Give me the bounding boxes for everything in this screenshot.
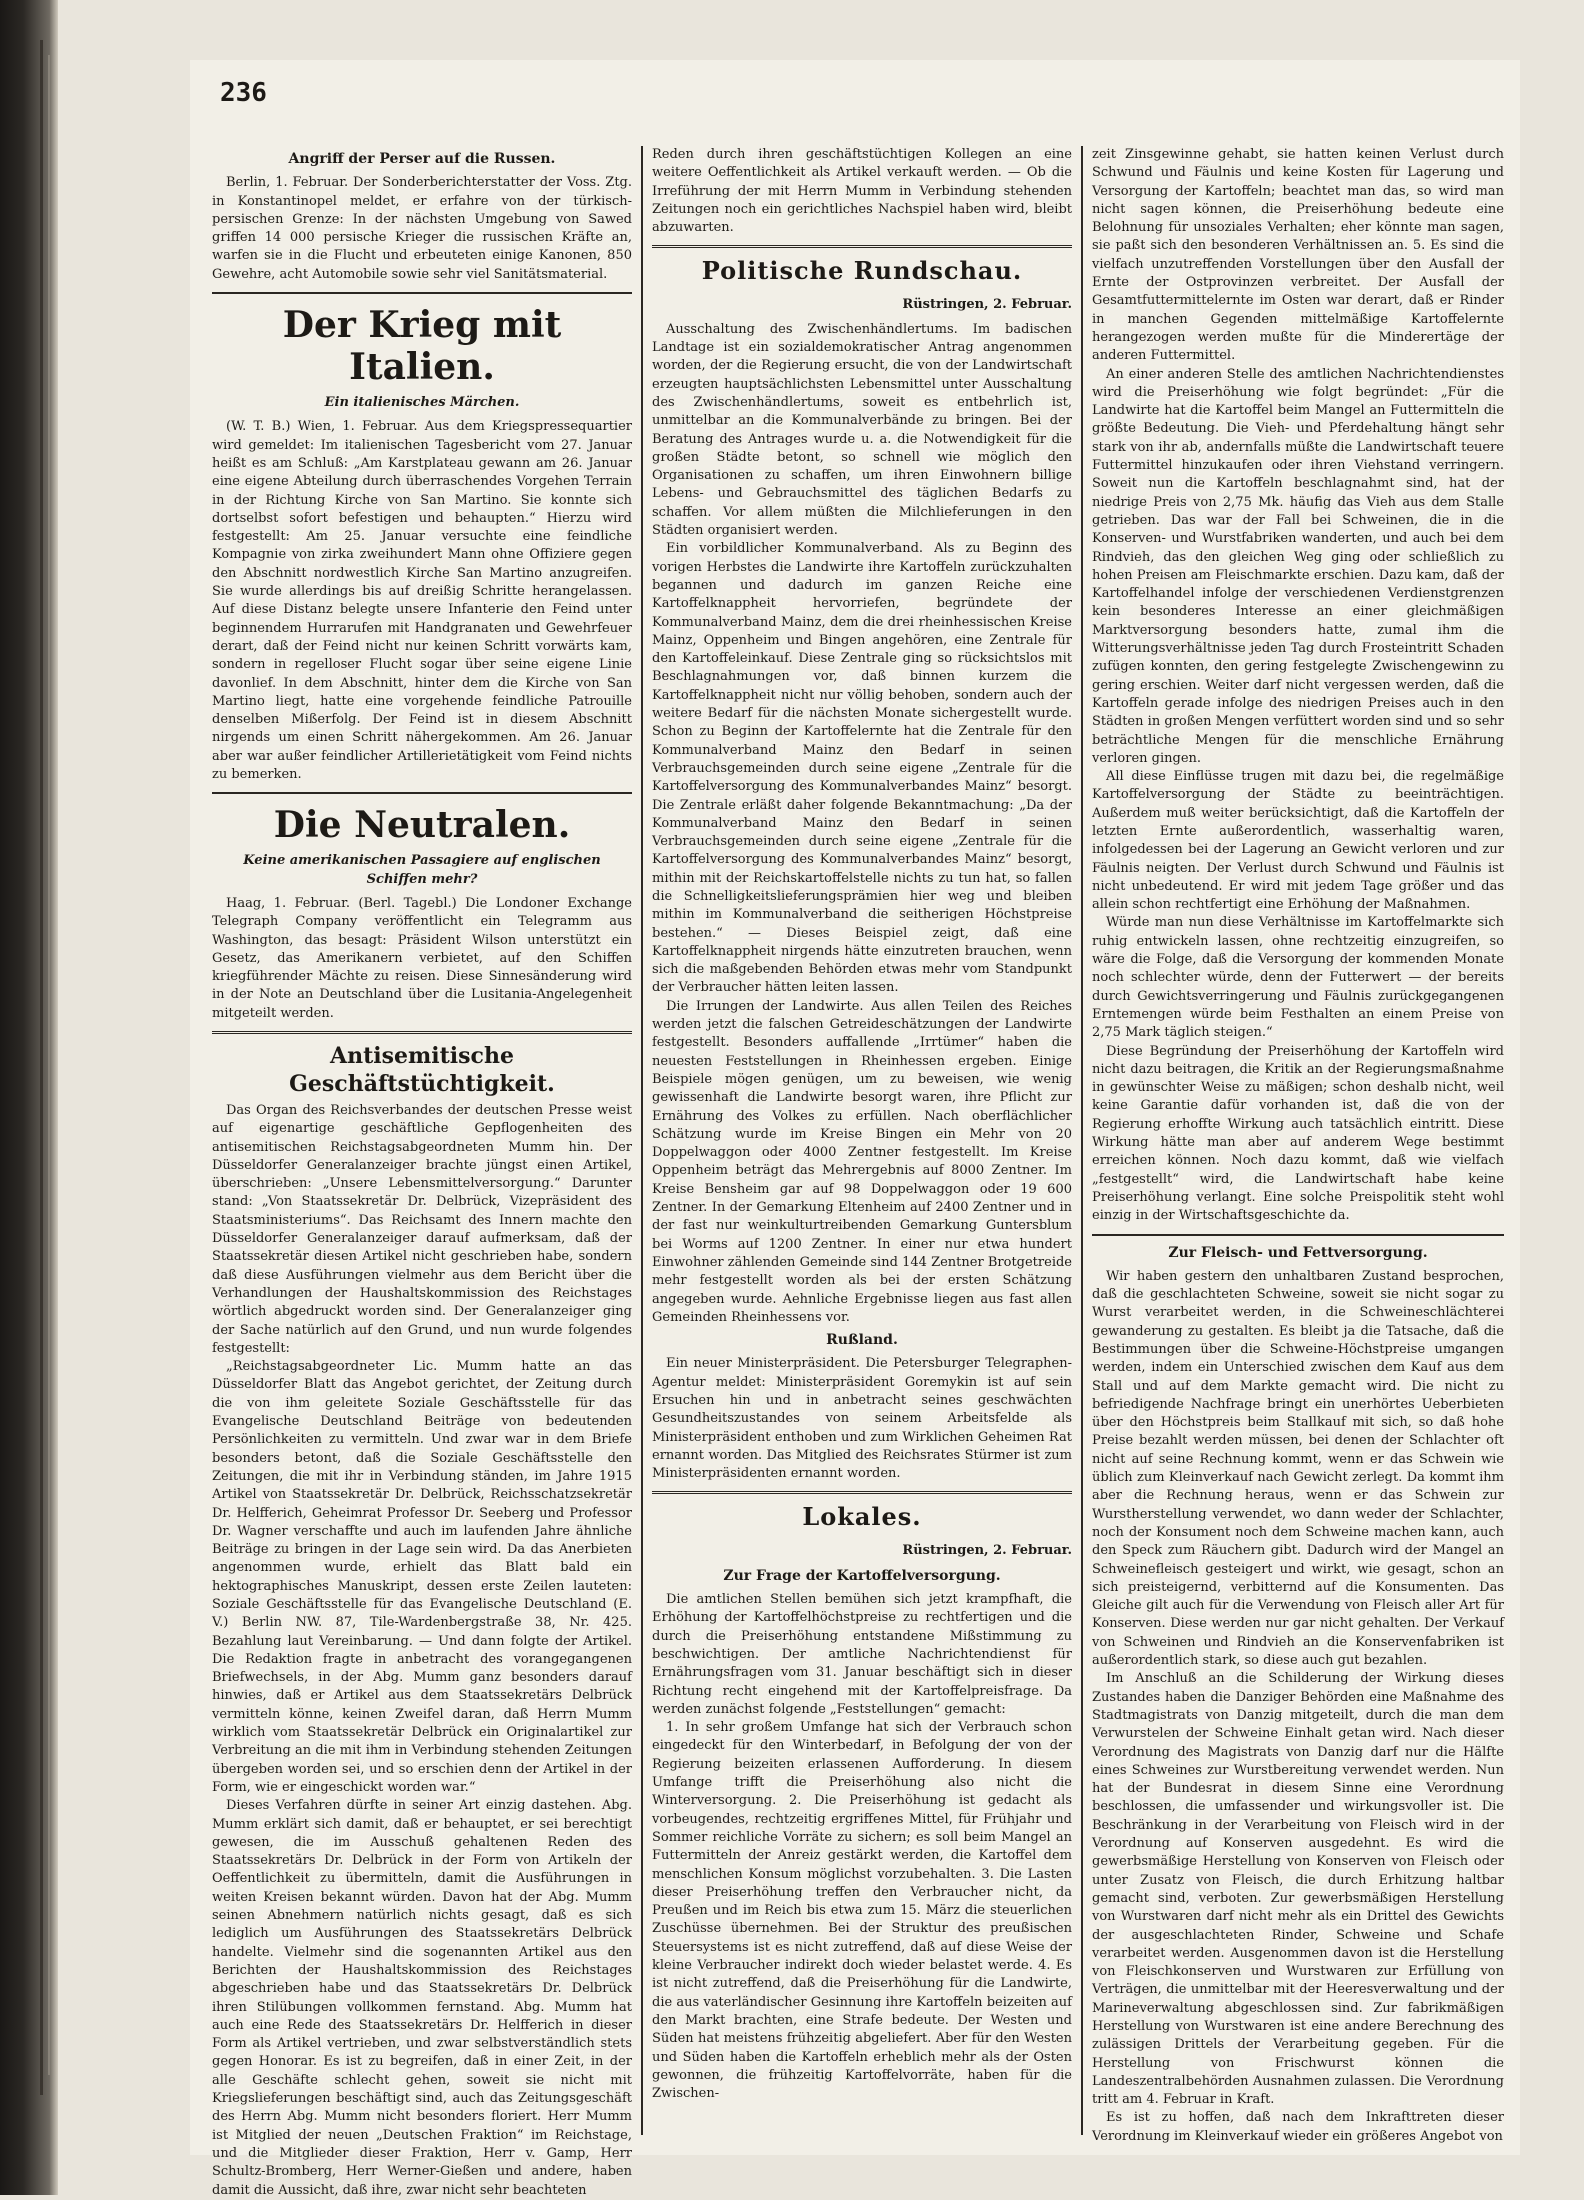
page-number: 236 [220, 78, 267, 108]
article-fleisch-1: Wir haben gestern den unhaltbaren Zustand besprochen, daß die geschlachteten Schweine, soweit sie nicht sogar zu Wurst verarbeitet werden, in die Schweineschlächterei gewanderung zu gestalten. Es bleibt ja die Tatsache, daß die Bestimmungen über die Schweine-Höchstpreise umgangen werden, indem ein Unterschied zwischen dem Kauf aus dem Stall und auf dem Markte gemacht wird. Die nicht zu befriedigende Nachfrage bringt ein unerhörtes Ueberbieten über den Höchstpreis beim Stallkauf mit sich, so daß hohe Preise bezahlt werden müssen, bei denen der Schlachter oft nicht auf seine Rechnung kommt, wenn er das Schwein wie üblich zum Kleinverkauf nach Gewicht zerlegt. Da kommt ihm aber die Rechnung heraus, wenn er das Schwein zur Wurstherstellung verwendet, wo dann weder der Schlachter, noch der Konsument noch dem Schweine machen kann, auch den Speck zum Räuchern gibt. Dadurch wird der Mangel an Schweinefleisch gesteigert und wirkt, wie gesagt, schon an sich preisteigernd, verbitternd auf die Konsumenten. Das Gleiche gilt auch für die Verwendung von Fleisch aller Art für Konserven. Diese werden nur gar nicht gehalten. Der Verkauf von Schweinen und Rindvieh an die Konservenfabriken ist außerordentlich stark, so diese auch gut bezahlen. [1092, 1268, 1504, 1669]
article-antisemitisch-1: Das Organ des Reichsverbandes der deutschen Presse weist auf eigenartige geschäftliche Gepflogenheiten des antisemitischen Reichstagsabgeordneten Mumm hin. Der Düsseldorfer Generalanzeiger brachte jüngst einen Artikel, überschrieben: „Unsere Lebensmittelversorgung.“ Darunter stand: „Von Staatssekretär Dr. Delbrück, Vizepräsident des Staatsministeriums“. Das Reichsamt des Innern machte den Düsseldorfer Generalanzeiger darauf aufmerksam, daß der Staatssekretär diesen Artikel nicht geschrieben habe, sondern daß diese Ausführungen vielmehr aus dem Bericht über die Verhandlungen der Haushaltskommission des Reichstages wörtlich abgedruckt worden sind. Der Generalanzeiger ging der Sache natürlich auf den Grund, und nun wurde folgendes festgestellt: [212, 1102, 632, 1356]
divider [212, 792, 632, 794]
article-kommunalverband: Ein vorbildlicher Kommunalverband. Als zu Beginn des vorigen Herbstes die Landwirte ihre Kartoffeln zurückzuhalten begannen und dadurch im ganzen Reiche eine Kartoffelknappheit hervorriefen, begründete der Kommunalverband Mainz, dem die drei rheinhessischen Kreise Mainz, Oppenheim und Bingen angehören, eine Zentrale für den Kartoffeleinkauf. Diese Zentrale ging so rücksichtslos mit Beschlagnahmungen vor, daß binnen kurzem die Kartoffelknappheit nicht nur völlig behoben, sondern auch der weitere Bedarf für die nächsten Monate sichergestellt wurde. Schon zu Beginn der Kartoffelernte hat die Zentrale für den Kommunalverband Mainz den Bedarf in seinen Verbrauchsgemeinden durch seine eigene „Zentrale für die Kartoffelversorgung des Kommunalverbandes Mainz“ besorgt. Die Zentrale erläßt daher folgende Bekanntmachung: „Da der Kommunalverband Mainz den Bedarf in seinen Verbrauchsgemeinden durch seine eigene „Zentrale für die Kartoffelversorgung des Kommunalverbandes Mainz“ besorgt, mithin mit der Reichskartoffelstelle nichts zu tun hat, so fallen die Schnelligkeitslieferungsprämien hier weg und bleiben mithin im Kommunalverband die seitherigen Höchstpreise bestehen.“ — Dieses Beispiel zeigt, daß eine Kartoffelknappheit nirgends hätte einzutreten brauchen, wenn sich die maßgebenden Behörden etwas mehr vom Standpunkt der Verbraucher hätten leiten lassen. [652, 541, 1072, 996]
article-kartoffel-4: An einer anderen Stelle des amtlichen Nachrichtendienstes wird die Preiserhöhung wie folgt begründet: „Für die Landwirte hat die Kartoffel beim Mangel an Futtermitteln die größte Bedeutung. Die Vieh- und Pferdehaltung hängt sehr stark von ihr ab, andernfalls müßte die Landwirtschaft teuere Futtermittel hinzukaufen oder ihren Viehstand verringern. Soweit nun die Kartoffeln beschlagnahmt sind, hat der niedrige Preis von 2,75 Mk. häufig das Vieh aus dem Stalle getrieben. Das war der Fall bei Schweinen, die in die Konserven- und Wurstfabriken wanderten, und auch bei dem Rindvieh, das den gleichen Weg ging oder schließlich zu hohen Preisen am Fleischmarkte erschien. Dazu kam, daß der Kartoffelhandel infolge der verschiedenen Verdienstgrenzen kein besonderes Interesse an einer gleichmäßigen Marktversorgung besonders hatte, zumal ihm die Witterungsverhältnisse jeden Tag durch Frosteintritt Schaden zufügen konnten, den gering festgelegte Zwischengewinn zu gering erschien. Weiter darf nicht vergessen werden, daß die Kartoffeln gerade infolge des niedrigen Preises auch in den Städten in großen Mengen verfüttert worden sind und so sehr beträchtliche Mengen für die menschliche Ernährung verloren gingen. [1092, 366, 1504, 766]
dateline-politik: Rüstringen, 2. Februar. [902, 297, 1072, 313]
article-kartoffel-6: Würde man nun diese Verhältnisse im Kartoffelmarkte sich ruhig entwickeln lassen, ohne rechtzeitig einzugreifen, so wäre die Folge, daß die Versorgung der kommenden Monate noch schlechter würde, denn der Futterwert — der bereits durch Gewichtsverringerung und Fäulnis zurückgegangenen Erntemengen würde beim Festhalten an einem Preise von 2,75 Mark täglich steigen.“ [1092, 915, 1504, 1041]
binding-rule-inner [48, 55, 50, 2075]
divider [652, 245, 1072, 248]
article-fleisch-2: Im Anschluß an die Schilderung der Wirkung dieses Zustandes haben die Danziger Behörden eine Maßnahme des Stadtmagistrats von Danzig mitgeteilt, durch die man dem Verwurstelen der Schweine Einhalt getan wird. Nach dieser Verordnung des Magistrats von Danzig darf nur die Hälfte eines Schweines zur Wurstbereitung verwendet werden. Nun hat der Bundesrat in diesem Sinne eine Verordnung beschlossen, die umfassender und wirkungsvoller ist. Die Beschränkung in der Verarbeitung von Fleisch wird in der Verordnung auf Konserven ausgedehnt. Es wird die gewerbsmäßige Herstellung von Konserven von Fleisch oder unter Zusatz von Fleisch, die durch Erhitzung haltbar gemacht sind, verboten. Zur gewerbsmäßigen Herstellung von Wurstwaren darf nicht mehr als ein Drittel des Gewichts der ausgeschlachteten Rinder, Schweine und Schafe verarbeitet werden. Ausgenommen davon ist die Herstellung von Fleischkonserven und Wurstwaren zur Erfüllung von Verträgen, die unmittelbar mit der Heeresverwaltung und der Marineverwaltung abgeschlossen sind. Zur fabrikmäßigen Herstellung von Wurstwaren ist eine andere Berechnung des zulässigen Drittels der Verarbeitung gegeben. Für die Herstellung von Frischwurst können die Landeszentralbehörden Ausnahmen zulassen. Die Verordnung tritt am 4. Februar in Kraft. [1092, 1671, 1504, 2108]
column-rule-2 [1081, 146, 1083, 2135]
column-1 [212, 146, 632, 2198]
headline-politische-rundschau: Politische Rundschau. [701, 256, 1023, 286]
divider [212, 1031, 632, 1034]
article-neutralen: Haag, 1. Februar. (Berl. Tagebl.) Die Londoner Exchange Telegraph Company veröffentlicht ein Telegramm aus Washington, das besagt: Präsident Wilson unterstützt ein Gesetz, das Amerikanern verbietet, auf den Schiffen kriegführender Mächte zu reisen. Diese Sinnesänderung wird in der Note an Deutschland über die Lusitania-Angelegenheit mitgeteilt werden. [212, 895, 632, 1021]
article-kartoffel-1: Die amtlichen Stellen bemühen sich jetzt krampfhaft, die Erhöhung der Kartoffelhöchstpreise zu rechtfertigen und die durch die Preiserhöhung entstandene Mißstimmung zu beschwichtigen. Der amtliche Nachrichtendienst für Ernährungsfragen vom 31. Januar beschäftigt sich in dieser Richtung recht eingehend mit der Kartoffelpreisfrage. Da werden zunächst folgende „Feststellungen“ gemacht: [652, 1592, 1072, 1717]
headline-kartoffelversorgung: Zur Frage der Kartoffelversorgung. [723, 1567, 1001, 1584]
article-kartoffel-5: All diese Einflüsse trugen mit dazu bei, die regelmäßige Kartoffelversorgung der Städte zu beeinträchtigen. Außerdem muß weiter berücksichtigt, daß die Kartoffeln der letzten Ernte außerordentlich, wasserhaltig waren, infolgedessen bei der Lagerung an Gewicht verloren und zur Fäulnis neigten. Der Verlust durch Schwund und Fäulnis ist nicht unbedeutend. Er wird mit jedem Tage größer und das allein schon rechtfertigt eine Erhöhung der Maßnahmen. [1092, 769, 1504, 913]
column-2 [652, 146, 1072, 2135]
scan-edge [0, 0, 58, 2195]
newspaper-page [190, 60, 1520, 2198]
headline-lokales: Lokales. [802, 1502, 922, 1532]
article-kartoffel-3: zeit Zinsgewinne gehabt, sie hatten keinen Verlust durch Schwund und Fäulnis und keine Kosten für Lagerung und Versorgung der Kartoffeln; beachtet man das, so wird man nicht sagen können, die Preiserhöhung bedeute eine Belohnung für unsoziales Verhalten; eher könnte man sagen, sie paßt sich den besonderen Verhältnissen an. 5. Es sind die vielfach unzutreffenden Vorstellungen über den Ausfall der Ernte der Ostprovinzen verbreitet. Der Ausfall der Gesamtfuttermittelernte im Osten war derart, daß er Rinder in manchen Gegenden mittelmäßige Kartoffelernte herangezogen werden mußte für die Minderertäge der anderen Futtermittel. [1092, 147, 1504, 364]
column-3 [1092, 146, 1504, 2144]
dateline-lokales: Rüstringen, 2. Februar. [902, 1543, 1072, 1559]
article-continued: Reden durch ihren geschäftstüchtigen Kollegen an eine weitere Oeffentlichkeit als Artikel verkauft werden. — Ob die Irreführung der mit Herrn Mumm in Verbindung stehenden Zeitungen noch ein gerichtliches Nachspiel haben wird, bleibt abzuwarten. [652, 147, 1072, 236]
headline-perser: Angriff der Perser auf die Russen. [288, 151, 556, 167]
kicker-maerchen: Ein italienisches Märchen. [324, 395, 520, 411]
divider [212, 292, 632, 294]
article-irrungen: Die Irrungen der Landwirte. Aus allen Teilen des Reiches werden jetzt die falschen Getreideschätzungen der Landwirte festgestellt. Besonders auffallende „Irrtümer“ haben die neuesten Feststellungen in Rheinhessen ergeben. Einige Beispiele mögen genügen, um zu beweisen, wie wenig gewissenhaft die Landwirte besorgt waren, ihre Pflicht zur Ernährung des Volkes zu erfüllen. Nach oberflächlicher Schätzung wurde im Kreise Bingen ein Mehr von 20 Doppelwaggon oder 4000 Zentner festgestellt. Im Kreise Oppenheim beträgt das Mehrergebnis auf 8000 Zentner. Im Kreise Bensheim gar auf 98 Doppelwaggon oder 19 600 Zentner. In der Gemarkung Eltenheim auf 2400 Zentner und in der fast nur weinkulturtreibenden Gemarkung Guntersblum bei Worms auf 1200 Zentner. In einer nur etwa hundert Einwohner zählenden Gemeinde sind 144 Zentner Brotgetreide mehr festgestellt worden als bei der ersten Schätzung angegeben wurde. Aehnliche Ergebnisse liegen aus fast allen Gemeinden Rheinhessens vor. [652, 998, 1072, 1325]
headline-fleisch-fett: Zur Fleisch- und Fettversorgung. [1168, 1244, 1428, 1261]
article-fleisch-3: Es ist zu hoffen, daß nach dem Inkrafttreten dieser Verordnung im Kleinverkauf wieder ein größeres Angebot von [1092, 2110, 1504, 2144]
article-kartoffel-7: Diese Begründung der Preiserhöhung der Kartoffeln wird nicht dazu beitragen, die Kritik an der Regierungsmaßnahme in gewünschter Weise zu mäßigen; schon deshalb nicht, weil keine Garantie dafür vorhanden ist, daß die von der Regierung erhoffte Wirkung auch tatsächlich eintritt. Diese Wirkung hätte man aber auf anderem Wege bestimmt erreichen können. Noch dazu kommt, daß wie vielfach „festgestellt“ wird, die Landwirtschaft habe keine Preiserhöhung verlangt. Eine solche Preispolitik steht wohl einzig in der Wirtschaftsgeschichte da. [1092, 1043, 1504, 1224]
article-zwischenhandel: Ausschaltung des Zwischenhändlertums. Im badischen Landtage ist ein sozialdemokratischer Antrag angenommen worden, der die Regierung ersucht, die von der Landwirtschaft erzeugten hauptsächlichsten Lebensmittel unter Ausschaltung des Zwischenhändlertums, soweit es entbehrlich ist, unmittelbar an die Kommunalverbände zu bringen. Bei der Beratung des Antrages wurde u. a. die Notwendigkeit für die großen Städte betont, so schnell wie möglich den Organisationen zu schaffen, um ihren Einwohnern billige Lebens- und Gebrauchsmittel des täglichen Bedarfs zu schaffen. Vor allem müßten die Milchlieferungen in den Städten organisiert werden. [652, 321, 1072, 539]
divider [1092, 1234, 1504, 1236]
divider [652, 1491, 1072, 1494]
headline-neutralen: Die Neutralen. [273, 804, 571, 847]
column-rule-1 [641, 146, 643, 2135]
headline-russland: Rußland. [826, 1332, 898, 1349]
article-kartoffel-2: 1. In sehr großem Umfange hat sich der Verbrauch schon eingedeckt für den Winterbedarf, in Befolgung der von der Regierung beizeiten erlassenen Aufforderung. In diesem Umfange trifft die Preiserhöhung also nicht die Winterversorgung. 2. Die Preiserhöhung ist gedacht als vorbeugendes, rechtzeitig ergriffenes Mittel, für Frühjahr und Sommer reichliche Vorräte zu sichern; es soll beim Mangel an Futtermitteln der Anreiz gestärkt werden, die Kartoffel dem menschlichen Konsum möglichst vorzubehalten. 3. Die Lasten dieser Preiserhöhung treffen den Verbraucher nicht, da Preußen und im Reich bis etwa zum 15. März die steuerlichen Zuschüsse übernehmen. Bei der Struktur des preußischen Steuersystems ist es nicht zutreffend, daß auf diese Weise der kleine Verbraucher indirekt doch wieder belastet werde. 4. Es ist nicht zutreffend, daß die Preiserhöhung für die Landwirte, die aus vaterländischer Gesinnung ihre Kartoffeln beizeiten auf den Markt brachten, eine Strafe bedeute. Der Westen und Süden hat meistens frühzeitig abgeliefert. Aber für den Westen und Süden haben die Kartoffeln erheblich mehr als der Osten gewonnen, die frühzeitig Kartoffelvorräte, haben für die Zwischen- [652, 1720, 1072, 2102]
article-antisemitisch-3: Dieses Verfahren dürfte in seiner Art einzig dastehen. Abg. Mumm erklärt sich damit, daß er behauptet, er sei berechtigt gewesen, die im Ausschuß gehaltenen Reden des Staatssekretärs Dr. Delbrück in der Form von Artikeln der Oeffentlichkeit zu übermitteln, damit die Ausführungen in weiten Kreisen bekannt würden. Davon hat der Abg. Mumm seinen Abnehmern natürlich nichts gesagt, daß es sich lediglich um Ausführungen des Staatssekretärs Delbrück handelte. Vielmehr sind die sogenannten Artikel aus den Berichten der Haushaltskommission des Reichstages abgeschrieben habe und das Staatssekretärs Dr. Delbrück ihren Stilübungen vollkommen fernstand. Abg. Mumm hat auch eine Rede des Staatssekretärs Dr. Helfferich in dieser Form als Artikel vertrieben, und zwar selbstverständlich stets gegen Honorar. Es ist zu begreifen, daß in einer Zeit, in der alle Geschäfte schlecht gehen, soweit sie nicht mit Kriegslieferungen beschäftigt sind, auch das Zeitungsgeschäft des Herrn Abg. Mumm nicht besonders floriert. Herr Mumm ist Mitglied der neuen „Deutschen Fraktion“ im Reichstage, und die Mitglieder dieser Fraktion, Herr v. Gamp, Herr Schultz-Bromberg, Herr Werner-Gießen und andere, haben damit die Aussicht, daß ihre, zwar nicht sehr beachteten [212, 1798, 632, 2198]
article-perser: Berlin, 1. Februar. Der Sonderberichterstatter der Voss. Ztg. in Konstantinopel meldet, er erfahre von der türkisch-persischen Grenze: In der nächsten Umgebung von Sawed griffen 14 000 persische Krieger die russischen Kräfte an, warfen sie in die Flucht und erbeuteten einige Kanonen, 850 Gewehre, acht Automobile sowie sehr viel Sanitätsmaterial. [212, 175, 632, 282]
article-russland: Ein neuer Ministerpräsident. Die Petersburger Telegraphen-Agentur meldet: Ministerpräsident Goremykin ist auf sein Ersuchen hin und in anbetracht seines geschwächten Gesundheitszustandes von seinem Arbeitsfelde als Ministerpräsident enthoben und zum Wirklichen Geheimen Rat ernannt worden. Das Mitglied des Reichsrates Stürmer ist zum Ministerpräsidenten ernannt worden. [652, 1356, 1072, 1482]
article-krieg: (W. T. B.) Wien, 1. Februar. Aus dem Kriegspressequartier wird gemeldet: Im italienischen Tagesbericht vom 27. Januar heißt es am Schluß: „Am Karstplateau gewann am 26. Januar eine eigene Abteilung durch überraschendes Vorgehen Terrain in der Richtung Kirche von San Martino. Sie konnte sich dortselbst sofort befestigen und behaupten.“ Hierzu wird festgestellt: Am 25. Januar versuchte eine feindliche Kompagnie von zirka zweihundert Mann ohne Offiziere gegen den Abschnitt nordwestlich Kirche San Martino anzugreifen. Sie wurde allerdings bis auf dreißig Schritte herangelassen. Auf diese Distanz belegte unsere Infanterie den Feind unter beginnendem Hurrarufen mit Handgranaten und Gewehrfeuer derart, daß der Feind nicht nur keinen Schritt vorwärts kam, sondern in regelloser Flucht sogar über seine eigene Linie davonlief. In dem Abschnitt, hinter dem die Kirche von San Martino liegt, hatte eine vorgehende feindliche Patrouille denselben Mißerfolg. Der Feind ist in diesem Abschnitt nirgends um einen Schritt nähergekommen. Am 26. Januar aber war außer feindlicher Artillerietätigkeit vom Feind nichts zu bemerken. [212, 419, 632, 783]
headline-antisemitisch: Antisemitische Geschäftstüchtigkeit. [289, 1042, 555, 1097]
kicker-neutralen: Keine amerikanischen Passagiere auf englischen Schiffen mehr? [243, 853, 601, 887]
binding-rule [40, 40, 43, 2095]
article-antisemitisch-2: „Reichstagsabgeordneter Lic. Mumm hatte an das Düsseldorfer Blatt das Angebot gerichtet, der Zeitung durch die von ihm geleitete Soziale Geschäftsstelle für das Evangelische Deutschland Beiträge von bedeutenden Persönlichkeiten zu vermitteln. Und zwar war in dem Briefe besonders betont, daß die Soziale Geschäftsstelle den Zeitungen, die mit ihr in Verbindung ständen, im Jahre 1915 Artikel von Staatssekretär Dr. Delbrück, Reichsschatzsekretär Dr. Helfferich, Geheimrat Professor Dr. Seeberg und Professor Dr. Wagner verschaffte und auch im laufenden Jahre ähnliche Beiträge zu bringen in der Lage sein wird. Da das Anerbieten angenommen wurde, erhielt das Blatt bald ein hektographisches Manuskript, dessen erste Zeilen lauteten: Soziale Geschäftsstelle für das Evangelische Deutschland (E. V.) Berlin NW. 87, Tile-Wardenbergstraße 38, Nr. 425. Bezahlung laut Vereinbarung. — Und dann folgte der Artikel. Die Redaktion fragte in anbetracht des vorangegangenen Briefwechsels, in der Abg. Mumm ganz besonders darauf hinwies, daß er Artikel aus dem Staatssekretärs Delbrück vermitteln könne, keinen Zweifel daran, daß Herrn Mumm wirklich vom Staatssekretär Delbrück ein Originalartikel zur Verbreitung an die mit ihm in Verbindung stehenden Zeitungen übergeben worden sei, und so erschien denn der Artikel in der Form, wie er eingeschickt worden war.“ [212, 1359, 632, 1795]
headline-krieg-italien: Der Krieg mit Italien. [282, 304, 562, 389]
